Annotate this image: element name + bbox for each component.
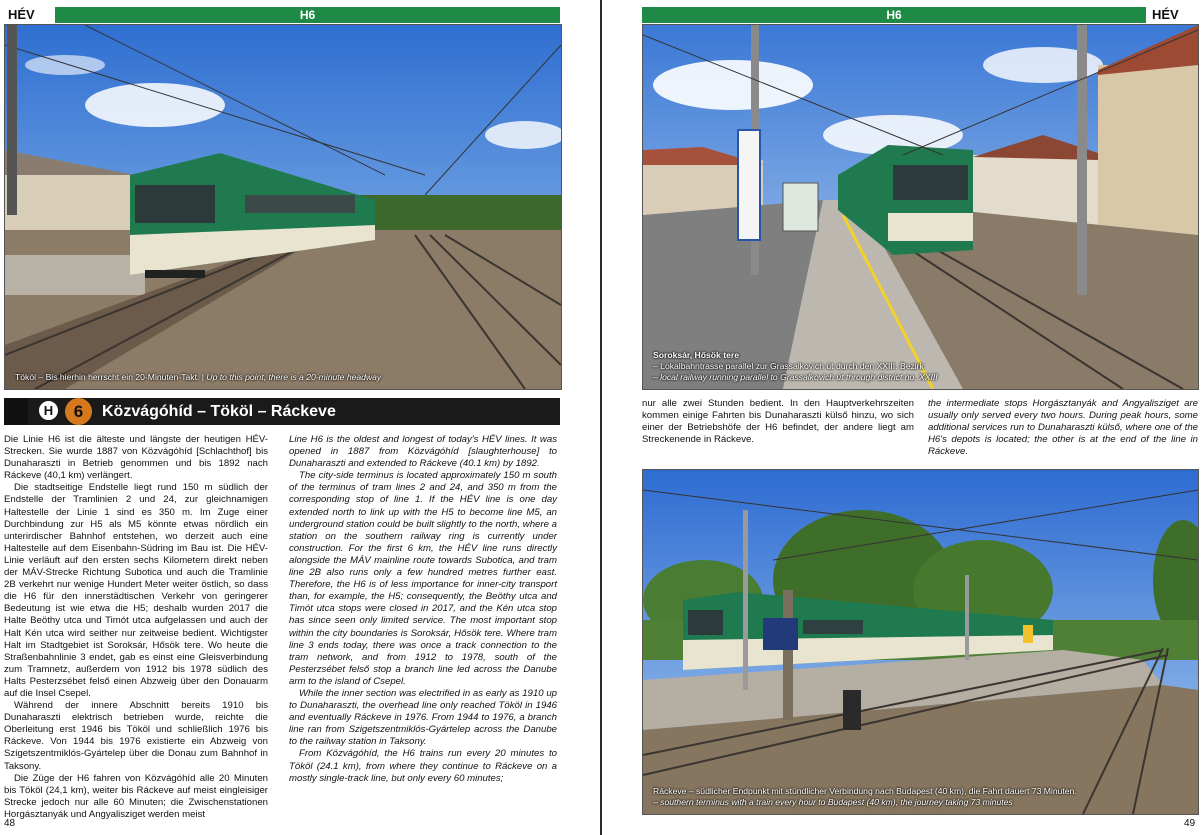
left-page xyxy=(0,0,600,835)
caption-english: Up to this point, there is a 20-minute headway xyxy=(206,372,382,382)
paragraph: Während der innere Abschnitt bereits 1910 bis Dunaharaszti elektrisch betrieben wurde, reichte die Oberleitung erst 1946 bis Tököl und schließlich 1976 bis Ráckeve. Von 1944 bis 1976 existierte ein Abzweig von Szigetszentmiklós-Gyártelep über die Donau zum Bahnhof in Taksony. xyxy=(4,700,268,772)
english-text-column xyxy=(289,434,557,785)
paragraph: From Közvágóhíd, the H6 trains run every 20 minutes to Tököl (24.1 km), from where they continue to Ráckeve on a mostly single-track line, but only every 60 minutes; xyxy=(289,748,557,784)
caption-english: – local railway running parallel to Grassalkovich út through district no. XXIII xyxy=(653,372,938,382)
photo-soroksar xyxy=(642,24,1199,390)
section-title: Közvágóhíd – Tököl – Ráckeve xyxy=(102,403,336,420)
photo-tokol-illustration xyxy=(5,25,561,389)
paragraph: nur alle zwei Stunden bedient. In den Hauptverkehrszeiten kommen einige Fahrten bis Dunaharaszti külső hinzu, wo sich einer der Betriebshöfe der H6 befindet, der andere liegt am Streckenende in Ráckeve. xyxy=(642,398,914,446)
caption-german: – Lokalbahntrasse parallel zur Grassalkovich út durch den XXIII. Bezirk xyxy=(653,361,924,371)
paragraph: The city-side terminus is located approximately 150 m south of the terminus of tram lines 2 and 24, and 350 m from the corresponding stop of line 1. If the HÉV line is one day extended north to link up with the H5 to become line M5, an underground station could be built slightly to the north, where a station on the southern railway ring is currently under construction. For the first 6 km, the HÉV line runs directly alongside the MÁV mainline route towards Subotica, and tram line 2B also runs only a few hundred metres further east. Therefore, the H6 is of less importance for inner-city transport than, for example, the H5; consequently, the Beöthy utca and Timót utca stops were closed in 2017, and the Kén utca stop has since seen only limited service. The most important stop within the city boundaries is Soroksár, Hősök tere. Where tram line 3 ends today, there was once a track connection to the tram network, and from 1912 to 1978, south of the Pesterzsébet felső stop a branch line led across the Danube arm to the island of Csepel. xyxy=(289,470,557,687)
hev-tag: HÉV xyxy=(1152,7,1179,22)
line-header-bar: H6 xyxy=(55,7,560,23)
hev-circle-badge: H xyxy=(37,399,60,422)
photo-tokol-caption: Tököl – Bis hierhin herrscht ein 20-Minuten-Takt. | Up to this point, there is a 20-minute headway xyxy=(15,372,382,382)
photo-rackeve-illustration xyxy=(643,470,1198,814)
paragraph: Die stadtseitige Endstelle liegt rund 150 m südlich der Endstelle der Tramlinien 2 und 24, zur gleichnamigen Haltestelle der Linie 1 sind es 350 m. Im Zuge einer Durchbindung zur H5 als M5 könnte etwas nördlich ein unterirdischer Bahnhof entstehen, wo derzeit auch eine Haltestelle auf dem Eisenbahn-Südring im Bau ist. Die HÉV-Linie verläuft auf den ersten sechs Kilometern direkt neben der MÁV-Strecke Richtung Subotica und auch die Tramlinie 2B verkehrt nur wenige Hundert Meter weiter östlich, so dass die H6 für den innerstädtischen Verkehr von geringerer Bedeutung ist wie etwa die H5; deshalb wurden 2017 die Halte Beöthy utca und Timót utca aufgelassen und auch der Halt Kén utca wird seither nur zeitweise bedient. Wichtigster Halt im Stadtgebiet ist Soroksár, Hősök tere. Wo heute die Straßenbahnlinie 3 endet, gab es einst eine Gleisverbindung zum Tramnetz, außerdem von 1912 bis 1978 südlich des Halts Pesterzsébet felső einen Abzweig über den Donauarm auf die Insel Csepel. xyxy=(4,482,268,699)
right-page xyxy=(602,0,1202,835)
section-title-bar xyxy=(4,398,560,425)
paragraph: While the inner section was electrified in as early as 1910 up to Dunaharaszti, the overhead line only reached Tököl in 1946 and eventually Ráckeve in 1976. From 1944 to 1976, a branch line ran from Szigetszentmiklós-Gyártelep across the Danube to the railway station in Taksony. xyxy=(289,687,557,748)
paragraph: Die Linie H6 ist die älteste und längste der heutigen HÉV-Strecken. Sie wurde 1887 von Közvágóhíd [Schlachthof] bis Dunaharaszti in Betrieb genommen und bis 1892 nach Ráckeve (40,1 km) verlängert. xyxy=(4,434,268,482)
line-header-bar: H6 xyxy=(642,7,1146,23)
hev-tag: HÉV xyxy=(8,7,35,22)
caption-station: Soroksár, Hősök tere xyxy=(653,350,739,360)
photo-rackeve-caption xyxy=(653,786,1188,808)
german-text-column xyxy=(4,434,268,821)
german-text-continued xyxy=(642,398,914,446)
caption-german: Ráckeve – südlicher Endpunkt mit stündlicher Verbindung nach Budapest (40 km), die Fahrt dauert 73 Minuten. xyxy=(653,786,1077,796)
english-text-continued xyxy=(928,398,1198,458)
caption-german: Tököl – Bis hierhin herrscht ein 20-Minuten-Takt. xyxy=(15,372,200,382)
caption-english: – southern terminus with a train every hour to Budapest (40 km), the journey taking 73 minutes xyxy=(653,797,1013,807)
photo-soroksar-caption xyxy=(653,350,1188,383)
page-number-right: 49 xyxy=(1184,818,1196,829)
paragraph: the intermediate stops Horgásztanyák and Angyalisziget are usually only served every two hours. During peak hours, some additional services run to Dunaharaszti külső, where one of the H6's depots is located; the other is at the end of the line in Ráckeve. xyxy=(928,398,1198,458)
photo-tokol xyxy=(4,24,562,390)
paragraph: Line H6 is the oldest and longest of today's HÉV lines. It was opened in 1887 from Közvágóhíd [slaughterhouse] to Dunaharaszti and extended to Ráckeve (40.1 km) by 1892. xyxy=(289,434,557,470)
photo-rackeve xyxy=(642,469,1199,815)
line-number-badge: 6 xyxy=(65,398,92,425)
photo-soroksar-illustration xyxy=(643,25,1198,389)
page-number-left: 48 xyxy=(4,818,16,829)
paragraph: Die Züge der H6 fahren von Közvágóhíd alle 20 Minuten bis Tököl (24,1 km), weiter bis Ráckeve auf meist eingleisiger Strecke jedoch nur alle 60 Minuten; die Zwischenstationen Horgásztanyák und Angyalisziget werden meist xyxy=(4,772,268,820)
